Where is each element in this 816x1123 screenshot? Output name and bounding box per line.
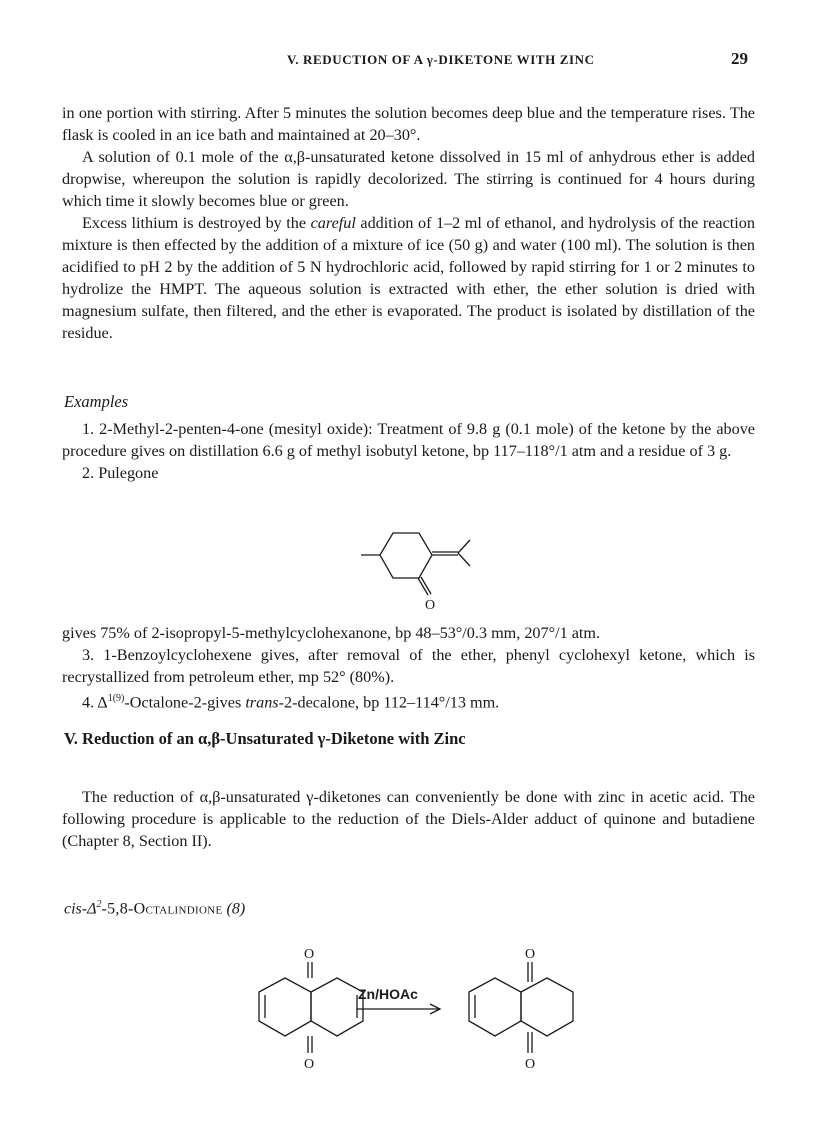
- ex4-suffix: -2-decalone, bp 112–114°/13 mm.: [278, 693, 500, 712]
- paragraph-2: A solution of 0.1 mole of the α,β-unsaturated ketone dissolved in 15 ml of anhydrous ether is added dropwise, whereupon the solution is rapidly decolorized. The stirring is continued for 4 hours during which time it slowly becomes blue or green.: [62, 148, 755, 210]
- ex4-italic-trans: trans: [245, 693, 279, 712]
- example-3: 3. 1-Benzoylcyclohexene gives, after removal of the ether, phenyl cyclohexyl ketone, which is recrystallized from petroleum ether, mp 52° (80%).: [62, 646, 755, 686]
- sm-oxygen-bottom: O: [304, 1057, 315, 1072]
- running-header-title: V. REDUCTION OF A γ-DIKETONE WITH ZINC: [287, 52, 595, 67]
- ex4-prefix: 4. Δ: [82, 693, 108, 712]
- p3-italic-careful: careful: [310, 214, 356, 232]
- compound-prefix: cis-Δ: [64, 900, 97, 918]
- example-2-result: gives 75% of 2-isopropyl-5-methylcyclohexanone, bp 48–53°/0.3 mm, 207°/1 atm.: [62, 624, 601, 642]
- compound-superscript: 2: [96, 899, 102, 910]
- paragraph-1: in one portion with stirring. After 5 minutes the solution becomes deep blue and the temperature rises. The flask is cooled in an ice bath and maintained at 20–30°.: [62, 104, 755, 144]
- section-paragraph: The reduction of α,β-unsaturated γ-diketones can conveniently be done with zinc in acetic acid. The following procedure is applicable to the reduction of the Diels-Alder adduct of quinone and butadiene (Chapter 8, Section II).: [62, 788, 755, 850]
- reagent-label: Zn/HOAc: [358, 986, 418, 1002]
- pulegone-oxygen-label: O: [425, 598, 436, 613]
- product-oxygen-bottom: O: [525, 1057, 536, 1072]
- examples-heading: Examples: [64, 392, 129, 411]
- ex4-mid: -Octalone-2-gives: [124, 693, 246, 712]
- example-1: 1. 2-Methyl-2-penten-4-one (mesityl oxide): Treatment of 9.8 g (0.1 mole) of the ketone by the above procedure gives on distillation 6.6 g of methyl isobutyl ketone, bp 117–118°/1 atm and a residue of 3 g.: [62, 420, 755, 460]
- product-oxygen-top: O: [525, 947, 536, 962]
- section-heading: V. Reduction of an α,β-Unsaturated γ-Diketone with Zinc: [64, 729, 466, 748]
- example-2: 2. Pulegone: [82, 464, 159, 482]
- sm-oxygen-top: O: [304, 947, 315, 962]
- page-number: 29: [731, 49, 748, 68]
- ex4-superscript: 1(9): [107, 693, 125, 704]
- compound-ref: (8): [226, 900, 246, 918]
- p3-text-b: addition of 1–2 ml of ethanol, and hydrolysis of the reaction mixture is then effected by the addition of a mixture of ice (50 g) and water (100 ml). The solution is then acidified to pH 2 by the addition of 5 N hydrochloric acid, followed by rapid stirring for 1 or 2 minutes to hydrolize the HMPT. The aqueous solution is extracted with ether, the ether solution is dried with magnesium sulfate, then filtered, and the ether is evaporated. The product is isolated by distillation of the residue.: [62, 214, 755, 342]
- compound-name: -5,8-Octalindione: [101, 900, 223, 918]
- p3-text-a: Excess lithium is destroyed by the: [82, 214, 311, 232]
